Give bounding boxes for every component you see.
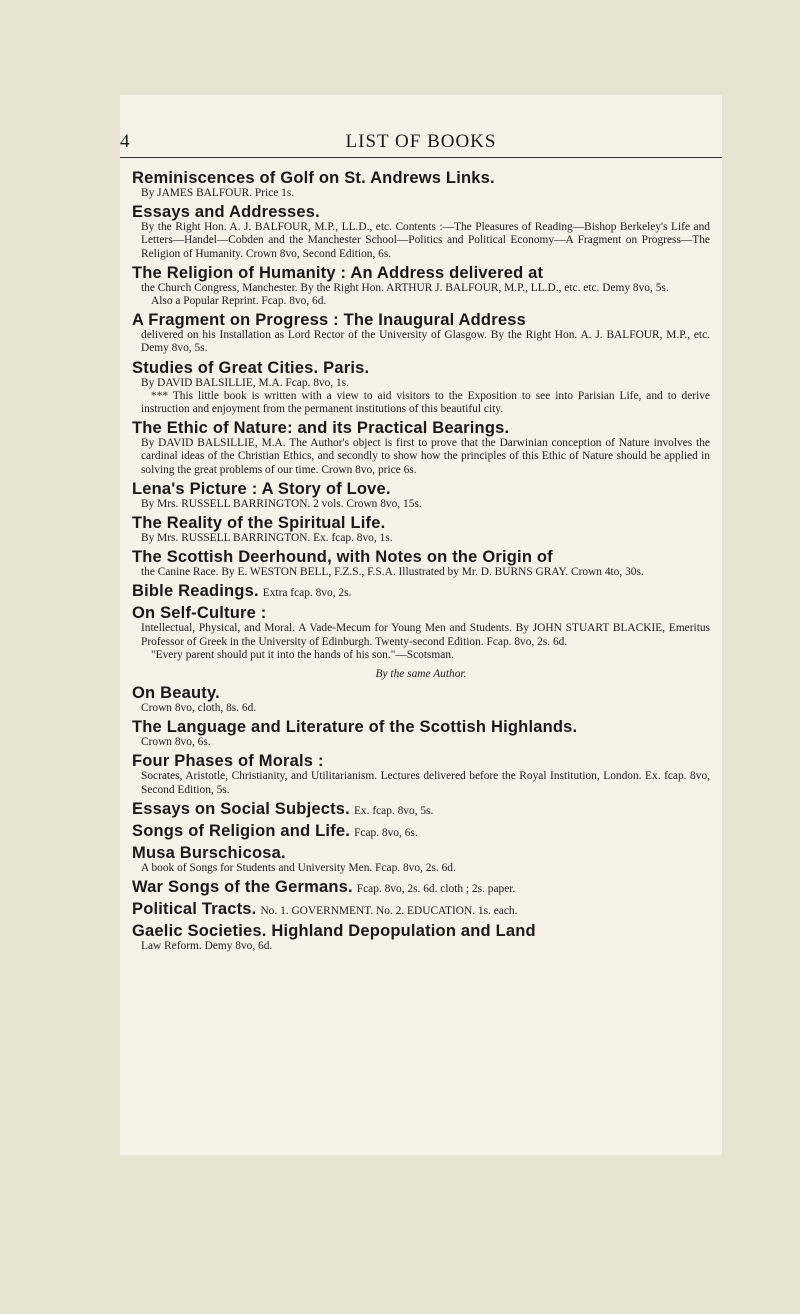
book-title: The Language and Literature of the Scottish Highlands. (132, 718, 578, 737)
book-entry (132, 922, 710, 953)
book-entry (132, 311, 710, 355)
book-details: Fcap. 8vo, 6s. (354, 826, 418, 839)
book-entry (132, 514, 710, 545)
book-details: A book of Songs for Students and University Men. Fcap. 8vo, 2s. 6d. (141, 861, 456, 874)
book-title: The Religion of Humanity : An Address delivered at (132, 263, 544, 282)
book-entry (132, 604, 710, 662)
book-details: No. 1. GOVERNMENT. No. 2. EDUCATION. 1s. each. (260, 905, 518, 918)
book-details: delivered on his Installation as Lord Rector of the University of Glasgow. By the Right Hon. A. J. BALFOUR, M.P., etc. Demy 8vo, 5s. (141, 329, 710, 355)
book-title: Lena's Picture : A Story of Love. (132, 479, 391, 498)
book-details: Fcap. 8vo, 2s. 6d. cloth ; 2s. paper. (356, 883, 516, 896)
book-details: Also a Popular Reprint. Fcap. 8vo, 6d. (151, 295, 327, 308)
book-entry (132, 359, 710, 417)
book-title: Essays on Social Subjects. (132, 799, 350, 818)
book-title: On Beauty. (132, 684, 220, 703)
running-title: LIST OF BOOKS (345, 131, 497, 152)
book-details: Law Reform. Demy 8vo, 6d. (141, 940, 273, 953)
book-entry (132, 203, 710, 261)
book-details: By the Right Hon. A. J. BALFOUR, M.P., LL.D., etc. Contents :—The Pleasures of Reading—Bishop Berkeley's Life and Letters—Handel—Cobden and the Manchester School—Politics and Political Economy—A Fragment on Progress—The Religion of Humanity. Crown 8vo, Second Edition, 6s. (141, 221, 710, 260)
book-entry (132, 582, 710, 601)
book-title: Musa Burschicosa. (132, 843, 286, 862)
book-details: Crown 8vo, 6s. (141, 736, 211, 749)
book-details: Crown 8vo, cloth, 8s. 6d. (141, 702, 257, 715)
book-details: By Mrs. RUSSELL BARRINGTON. 2 vols. Crown 8vo, 15s. (141, 497, 422, 510)
book-entry (132, 548, 710, 579)
book-title: Essays and Addresses. (132, 203, 320, 222)
page-number: 4 (120, 131, 130, 152)
book-details: By Mrs. RUSSELL BARRINGTON. Ex. fcap. 8vo, 1s. (141, 532, 393, 545)
book-details: Extra fcap. 8vo, 2s. (262, 587, 352, 600)
book-details: the Canine Race. By E. WESTON BELL, F.Z.S., F.S.A. Illustrated by Mr. D. BURNS GRAY. Crown 4to, 30s. (141, 566, 644, 579)
book-details: *** This little book is written with a view to aid visitors to the Exposition to see into Parisian Life, and to derive instruction and enjoyment from the permanent institutions of this beautiful city. (141, 389, 710, 416)
header-rule (120, 157, 722, 158)
book-details: Ex. fcap. 8vo, 5s. (353, 804, 434, 817)
running-head (120, 131, 722, 155)
book-entry (132, 822, 710, 841)
book-title: Reminiscences of Golf on St. Andrews Links. (132, 169, 495, 187)
book-entry (132, 900, 710, 919)
book-details: Intellectual, Physical, and Moral. A Vade-Mecum for Young Men and Students. By JOHN STUART BLACKIE, Emeritus Professor of Greek in the University of Edinburgh. Twenty-second Edition. Fcap. 8vo, 2s. 6d. (141, 622, 710, 648)
book-entry (132, 752, 710, 796)
book-title: War Songs of the Germans. (132, 878, 353, 897)
book-title: Political Tracts. (132, 900, 257, 919)
book-page (120, 95, 722, 1155)
book-title: A Fragment on Progress : The Inaugural Address (132, 311, 526, 330)
book-title: Studies of Great Cities. Paris. (132, 358, 370, 377)
book-entry (132, 800, 710, 819)
book-entry (132, 844, 710, 875)
book-entry (132, 878, 710, 897)
book-details: the Church Congress, Manchester. By the Right Hon. ARTHUR J. BALFOUR, M.P., LL.D., etc. etc. Demy 8vo, 5s. (141, 281, 669, 294)
book-title: Four Phases of Morals : (132, 752, 324, 771)
book-list (132, 169, 710, 956)
book-details: By DAVID BALSILLIE, M.A. The Author's object is first to prove that the Darwinian conception of Nature involves the cardinal ideas of the Christian Ethics, and secondly to show how the principles of this Ethic of Nature should be applied in solving the great problems of our time. Crown 8vo, price 6s. (141, 437, 710, 476)
book-entry (132, 419, 710, 477)
book-title: Gaelic Societies. Highland Depopulation and Land (132, 922, 536, 941)
book-title: The Scottish Deerhound, with Notes on the Origin of (132, 548, 553, 567)
book-details: Socrates, Aristotle, Christianity, and Utilitarianism. Lectures delivered before the Royal Institution, London. Ex. fcap. 8vo, Second Edition, 5s. (141, 770, 710, 796)
book-title: The Ethic of Nature: and its Practical Bearings. (132, 419, 510, 438)
book-title: Bible Readings. (132, 582, 259, 601)
book-entry (132, 718, 710, 749)
book-title: On Self-Culture : (132, 604, 267, 623)
book-entry (132, 684, 710, 715)
book-title: Songs of Religion and Life. (132, 821, 351, 840)
by-same-author-note: By the same Author. (375, 668, 467, 681)
book-entry (132, 264, 710, 308)
book-entry (132, 480, 710, 511)
book-details: By DAVID BALSILLIE, M.A. Fcap. 8vo, 1s. (141, 376, 349, 389)
book-title: The Reality of the Spiritual Life. (132, 514, 386, 533)
book-details: By JAMES BALFOUR. Price 1s. (141, 187, 295, 199)
book-details: "Every parent should put it into the hands of his son."—Scotsman. (151, 648, 454, 661)
book-entry (132, 169, 710, 200)
